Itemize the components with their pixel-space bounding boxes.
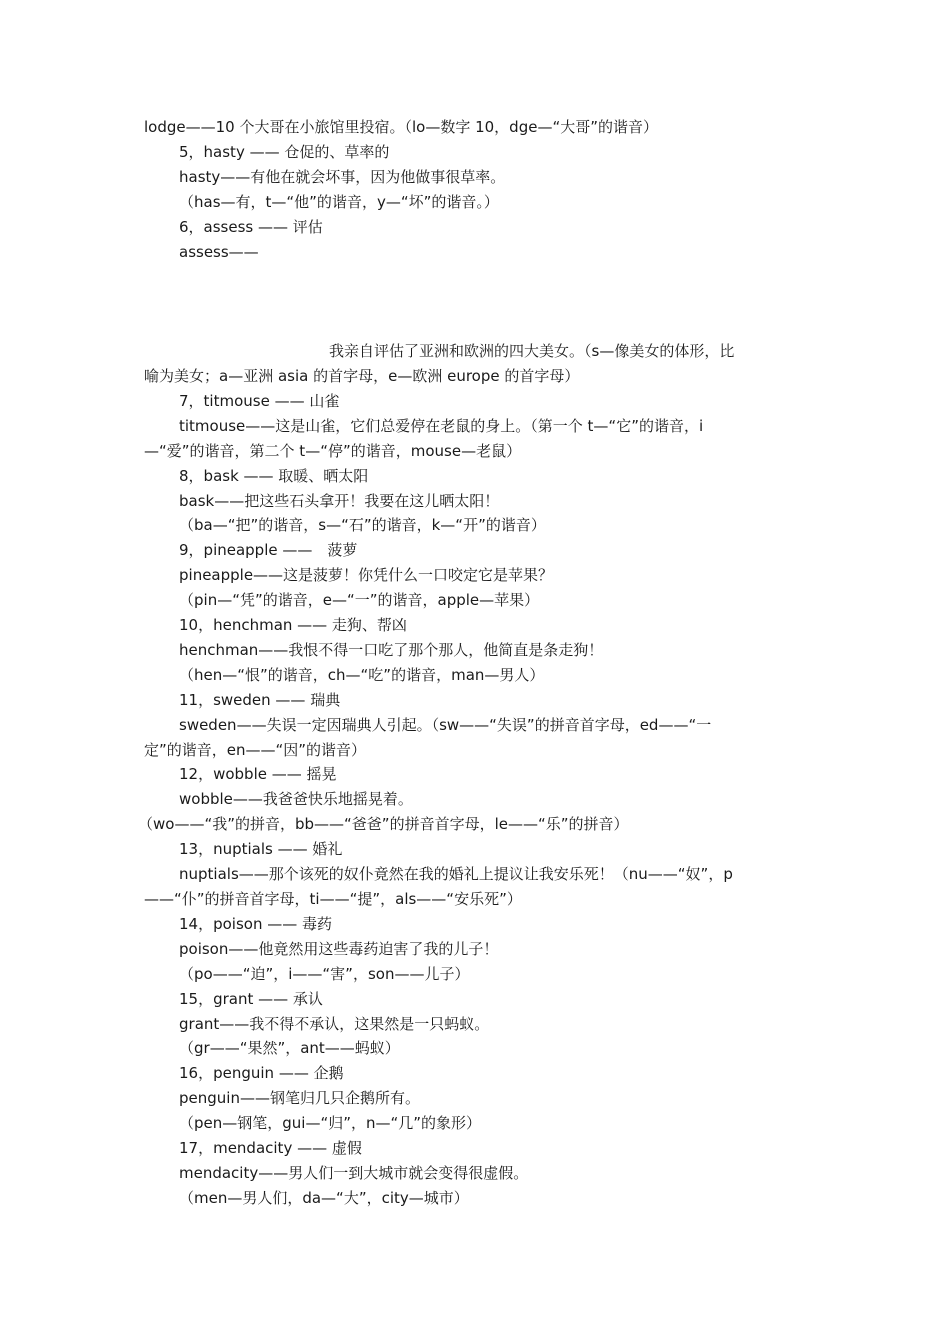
text-line: mendacity——男人们一到大城市就会变得很虚假。 — [179, 1164, 529, 1182]
text-line: poison——他竟然用这些毒药迫害了我的儿子！ — [179, 940, 499, 958]
text-line: （has—有，t—“他”的谐音，y—“坏”的谐音。） — [179, 193, 499, 211]
text-line: 10，henchman —— 走狗、帮凶 — [179, 616, 407, 634]
text-line: penguin——钢笔归几只企鹅所有。 — [179, 1089, 420, 1107]
text-line: （gr——“果然”，ant——蚂蚁） — [179, 1039, 400, 1057]
text-line: lodge——10 个大哥在小旅馆里投宿。（lo—数字 10，dge—“大哥”的谐音） — [144, 118, 658, 136]
text-line: sweden——失误一定因瑞典人引起。（sw——“失误”的拼音首字母，ed——“一 — [179, 716, 712, 734]
text-line: assess—— — [179, 243, 259, 261]
text-line: （men—男人们，da—“大”，city—城市） — [179, 1189, 469, 1207]
text-line: ——“仆”的拼音首字母，ti——“提”，als——“安乐死”） — [144, 890, 522, 908]
text-line: —“爱”的谐音，第二个 t—“停”的谐音，mouse—老鼠） — [144, 442, 522, 460]
text-line: 17，mendacity —— 虚假 — [179, 1139, 362, 1157]
text-line: titmouse——这是山雀，它们总爱停在老鼠的身上。（第一个 t—“它”的谐音，i — [179, 417, 704, 435]
text-line: 喻为美女；a—亚洲 asia 的首字母，e—欧洲 europe 的首字母） — [144, 367, 580, 385]
text-line: 8，bask —— 取暖、晒太阳 — [179, 467, 369, 485]
text-line: 12，wobble —— 摇晃 — [179, 765, 337, 783]
text-line: （hen—“恨”的谐音，ch—“吃”的谐音，man—男人） — [179, 666, 545, 684]
text-line: grant——我不得不承认，这果然是一只蚂蚁。 — [179, 1015, 490, 1033]
text-line: 11，sweden —— 瑞典 — [179, 691, 341, 709]
text-line: （wo——“我”的拼音，bb——“爸爸”的拼音首字母，le——“乐”的拼音） — [138, 815, 629, 833]
text-line: 15，grant —— 承认 — [179, 990, 323, 1008]
text-line: henchman——我恨不得一口吃了那个那人，他简直是条走狗！ — [179, 641, 604, 659]
text-line: 6，assess —— 评估 — [179, 218, 323, 236]
text-line: pineapple——这是菠萝！你凭什么一口咬定它是苹果？ — [179, 566, 554, 584]
text-line: wobble——我爸爸快乐地摇晃着。 — [179, 790, 413, 808]
text-line: 14，poison —— 毒药 — [179, 915, 332, 933]
text-line: （pen—钢笔，gui—“归”，n—“几”的象形） — [179, 1114, 482, 1132]
text-line: 我亲自评估了亚洲和欧洲的四大美女。（s—像美女的体形，比 — [329, 342, 735, 360]
text-line: 7，titmouse —— 山雀 — [179, 392, 340, 410]
text-line: 9，pineapple —— 菠萝 — [179, 541, 358, 559]
text-line: bask——把这些石头拿开！我要在这儿晒太阳！ — [179, 492, 500, 510]
text-line: （pin—“凭”的谐音，e—“一”的谐音，apple—苹果） — [179, 591, 540, 609]
text-line: 13，nuptials —— 婚礼 — [179, 840, 343, 858]
text-line: nuptials——那个该死的奴仆竟然在我的婚礼上提议让我安乐死！（nu——“奴”，p — [179, 865, 733, 883]
text-line: 定”的谐音，en——“因”的谐音） — [144, 741, 367, 759]
text-line: 16，penguin —— 企鹅 — [179, 1064, 344, 1082]
text-line: hasty——有他在就会坏事，因为他做事很草率。 — [179, 168, 506, 186]
text-line: 5，hasty —— 仓促的、草率的 — [179, 143, 390, 161]
text-line: （po——“迫”，i——“害”，son——儿子） — [179, 965, 470, 983]
text-line: （ba—“把”的谐音，s—“石”的谐音，k—“开”的谐音） — [179, 516, 546, 534]
